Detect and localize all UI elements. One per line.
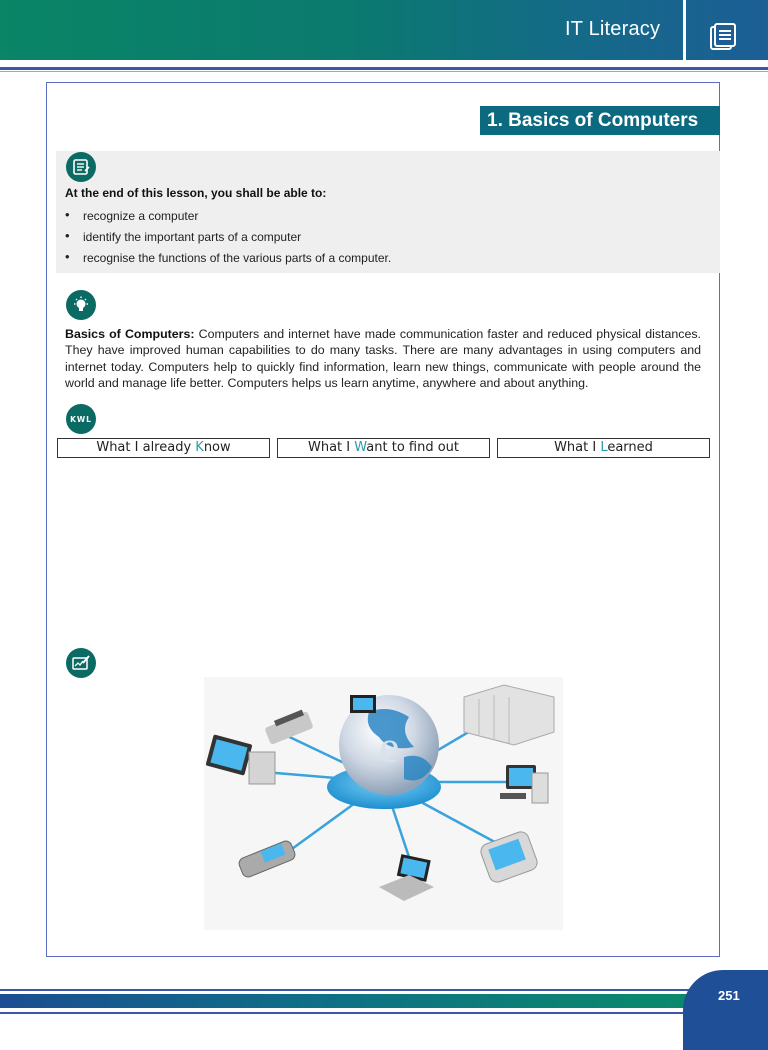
activity-pencil-icon: [66, 648, 96, 678]
page-number: 251: [718, 988, 740, 1003]
list-item: • recognise the functions of the various parts of a computer.: [65, 249, 391, 270]
desktop-left-icon: [206, 734, 275, 784]
kwl-prefix: What I: [554, 440, 601, 455]
document-list-icon: [707, 22, 737, 52]
lightbulb-icon: [66, 290, 96, 320]
kwl-prefix: What I already: [96, 440, 196, 455]
kwl-badge: KWL: [66, 404, 96, 434]
header-rule-thin: [0, 71, 768, 72]
intro-text: Computers and internet have made communication faster and reduced physical distances. They have improved human capabilities to do many tasks. There are many advantages in using computers and internet today. Computers help to quickly find information, learn new things, communicate with people around the world and manage life better. Computers helps us learn anytime, anywhere and about anything.: [65, 327, 701, 390]
lesson-title: 1. Basics of Computers: [480, 106, 720, 135]
footer-rule: [0, 1012, 700, 1014]
objectives-list: [65, 207, 391, 270]
laptop-top-icon: [350, 695, 376, 713]
scanner-icon: [264, 710, 313, 745]
kwl-suffix: now: [203, 440, 231, 455]
laptop-bottom-icon: [379, 854, 434, 901]
kwl-want-box: [277, 438, 490, 458]
kwl-know-box: [57, 438, 270, 458]
kwl-prefix: What I: [307, 440, 355, 455]
footer-rule: [0, 989, 700, 991]
header-title: IT Literacy: [565, 18, 661, 40]
kwl-suffix: ant to find out: [366, 440, 460, 455]
kwl-learned-box: [497, 438, 710, 458]
header-rule: [0, 67, 768, 70]
objectives-list-icon: [66, 152, 96, 182]
network-illustration: [204, 677, 563, 930]
mobile-phone-icon: [237, 839, 296, 879]
list-item: • recognize a computer: [65, 207, 391, 228]
desktop-right-icon: [500, 765, 548, 803]
kwl-highlight: K: [195, 440, 204, 455]
objectives-heading: At the end of this lesson, you shall be able to:: [65, 186, 327, 200]
kwl-highlight: W: [354, 440, 367, 455]
network-globe-devices-illustration: [204, 677, 563, 930]
page-number-tab: [683, 970, 768, 1050]
intro-label: Basics of Computers:: [65, 327, 195, 341]
kwl-highlight: L: [600, 440, 608, 455]
list-item: • identify the important parts of a computer: [65, 228, 391, 249]
intro-paragraph: [65, 326, 701, 391]
footer-band: [0, 994, 700, 1008]
server-rack-icon: [464, 685, 554, 745]
header-divider: [683, 0, 686, 60]
svg-text:e: e: [379, 721, 400, 772]
kwl-suffix: earned: [607, 440, 653, 455]
